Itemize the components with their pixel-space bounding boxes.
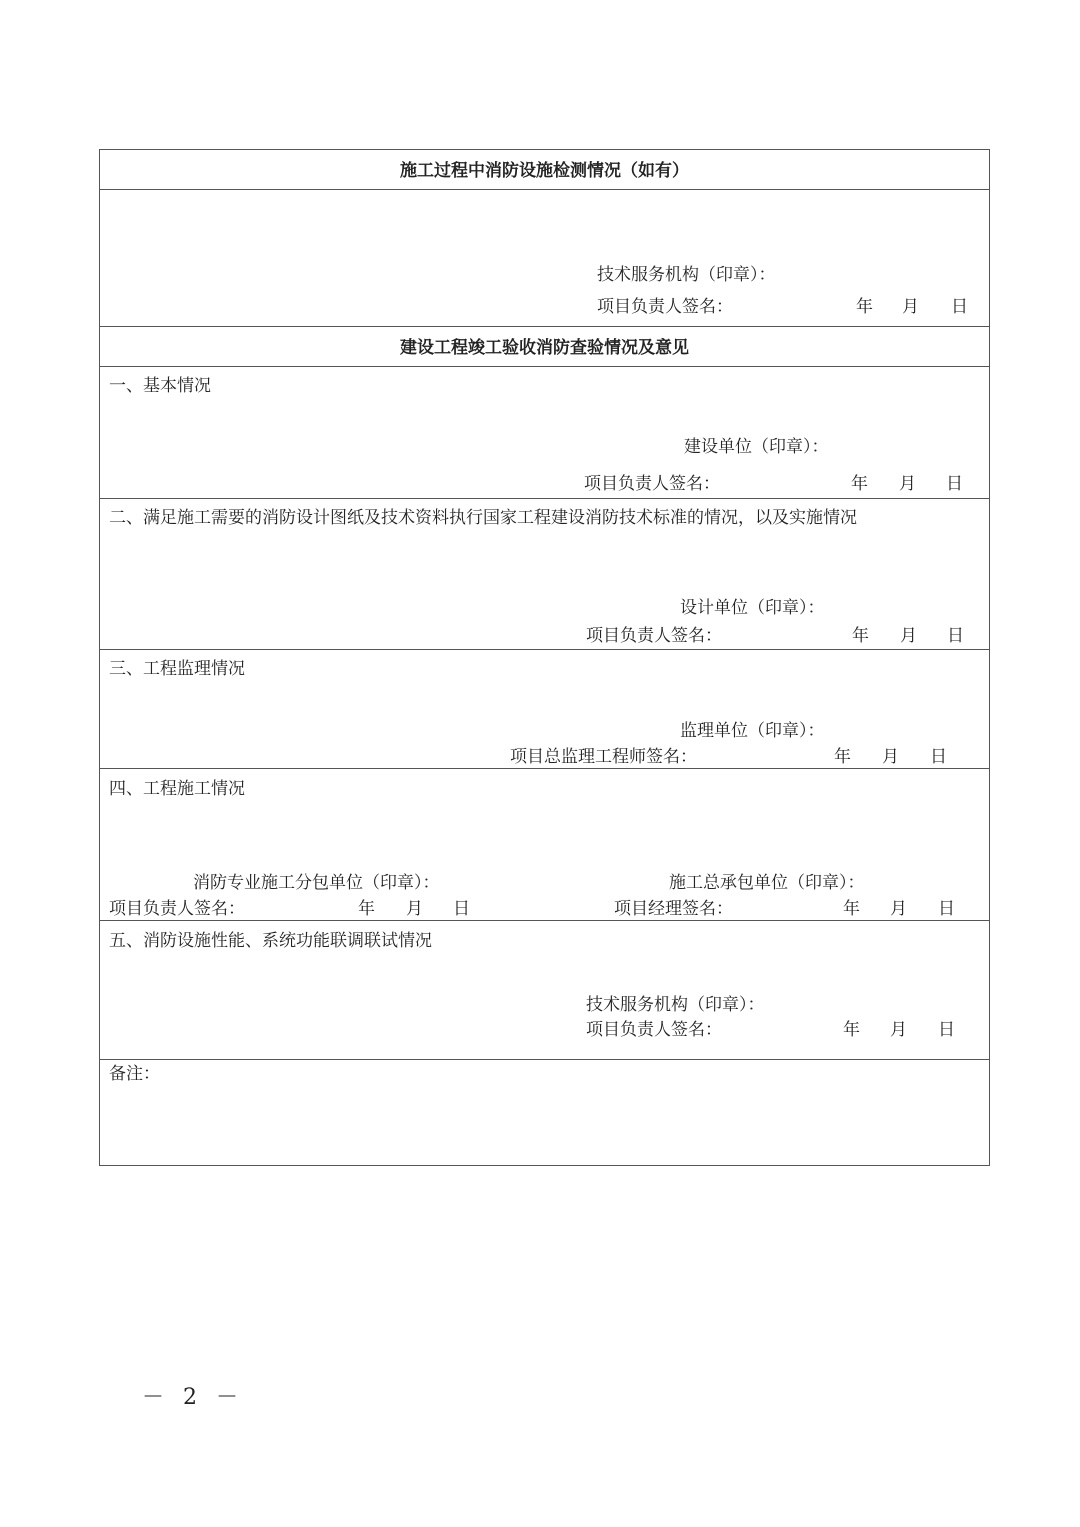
section-construction bbox=[100, 769, 989, 921]
subcontractor-stamp-label: 消防专业施工分包单位（印章）： bbox=[193, 873, 440, 893]
remarks-label: 备注： bbox=[109, 1064, 160, 1084]
date-month: 月 bbox=[406, 899, 423, 919]
date-day: 日 bbox=[938, 899, 955, 919]
stamp-label: 监理单位（印章）： bbox=[680, 721, 825, 741]
subcontractor-signature-label: 项目负责人签名： bbox=[109, 899, 245, 919]
date-day: 日 bbox=[947, 626, 964, 646]
section-title: 三、工程监理情况 bbox=[109, 659, 245, 679]
date-year: 年 bbox=[851, 474, 868, 494]
date-day: 日 bbox=[951, 297, 968, 317]
inspection-form bbox=[99, 149, 990, 1166]
signature-label: 项目负责人签名： bbox=[597, 297, 733, 317]
section-design-docs bbox=[100, 499, 989, 650]
section-title: 一、基本情况 bbox=[109, 376, 211, 396]
date-day: 日 bbox=[930, 747, 947, 767]
date-month: 月 bbox=[902, 297, 919, 317]
section-title: 施工过程中消防设施检测情况（如有） bbox=[400, 161, 689, 181]
signature-label: 项目负责人签名： bbox=[586, 1020, 722, 1040]
date-month: 月 bbox=[890, 1020, 907, 1040]
stamp-label: 技术服务机构（印章）： bbox=[597, 265, 776, 285]
date-day: 日 bbox=[946, 474, 963, 494]
date-month: 月 bbox=[900, 626, 917, 646]
section-remarks bbox=[100, 1060, 989, 1165]
signature-label: 项目负责人签名： bbox=[584, 474, 720, 494]
signature-label: 项目总监理工程师签名： bbox=[510, 747, 697, 767]
section-system-testing bbox=[100, 921, 989, 1060]
date-year: 年 bbox=[843, 1020, 860, 1040]
stamp-label: 建设单位（印章）： bbox=[684, 437, 829, 457]
section-title: 建设工程竣工验收消防查验情况及意见 bbox=[400, 338, 689, 358]
date-year: 年 bbox=[834, 747, 851, 767]
section-basic-info bbox=[100, 367, 989, 499]
section-header-acceptance bbox=[100, 327, 989, 367]
signature-label: 项目负责人签名： bbox=[586, 626, 722, 646]
date-year: 年 bbox=[852, 626, 869, 646]
stamp-label: 技术服务机构（印章）： bbox=[586, 995, 765, 1015]
date-day: 日 bbox=[938, 1020, 955, 1040]
date-month: 月 bbox=[890, 899, 907, 919]
contractor-signature-label: 项目经理签名： bbox=[614, 899, 733, 919]
date-day: 日 bbox=[453, 899, 470, 919]
date-month: 月 bbox=[899, 474, 916, 494]
stamp-label: 设计单位（印章）： bbox=[680, 598, 825, 618]
page-number: － 2 － bbox=[142, 1385, 244, 1410]
section-title: 四、工程施工情况 bbox=[109, 779, 245, 799]
section-title: 五、消防设施性能、系统功能联调联试情况 bbox=[109, 931, 432, 951]
section-header-detection bbox=[100, 150, 989, 190]
section-body-detection bbox=[100, 190, 989, 327]
section-title: 二、满足施工需要的消防设计图纸及技术资料执行国家工程建设消防技术标准的情况，以及实施情况 bbox=[109, 508, 857, 528]
date-month: 月 bbox=[882, 747, 899, 767]
date-year: 年 bbox=[358, 899, 375, 919]
date-year: 年 bbox=[843, 899, 860, 919]
contractor-stamp-label: 施工总承包单位（印章）： bbox=[669, 873, 865, 893]
date-year: 年 bbox=[856, 297, 873, 317]
section-supervision bbox=[100, 650, 989, 769]
